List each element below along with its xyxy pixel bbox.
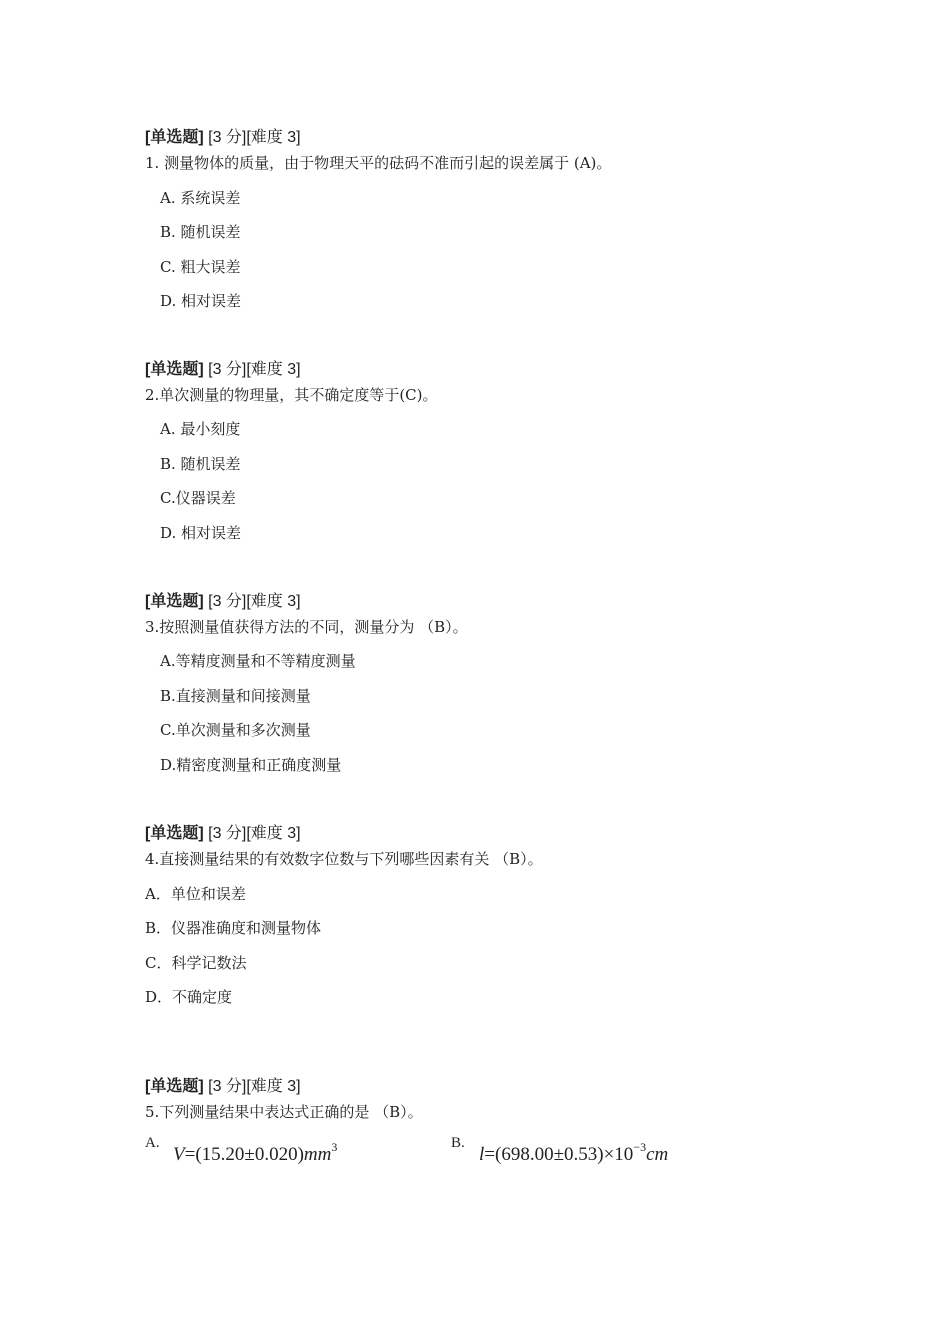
- question-3-stem: 3.按照测量值获得方法的不同，测量分为 （B）。: [145, 618, 468, 636]
- question-2-option-c[interactable]: C.仪器误差: [160, 489, 236, 507]
- question-type-tag: [单选题]: [145, 825, 204, 842]
- question-type-tag: [单选题]: [145, 593, 204, 610]
- question-4-header: [145, 824, 301, 844]
- question-2-option-d[interactable]: D. 相对误差: [160, 524, 242, 542]
- question-3-option-a[interactable]: A.等精度测量和不等精度测量: [160, 652, 356, 670]
- formula-body: =(15.20±0.020): [184, 1144, 304, 1165]
- question-meta: [3 分][难度 3]: [203, 825, 301, 842]
- option-letter: A.: [145, 1135, 160, 1151]
- question-3-option-c[interactable]: C.单次测量和多次测量: [160, 721, 311, 739]
- formula-variable: V: [173, 1144, 185, 1165]
- question-5-header: [145, 1077, 301, 1097]
- question-3-header: [145, 592, 301, 612]
- question-3-option-b[interactable]: B.直接测量和间接测量: [160, 687, 311, 705]
- question-5-stem: 5.下列测量结果中表达式正确的是 （B）。: [145, 1103, 423, 1121]
- question-2-stem: 2.单次测量的物理量，其不确定度等于(C)。: [145, 386, 438, 404]
- question-4-option-d[interactable]: D．不确定度: [145, 988, 233, 1006]
- question-meta: [3 分][难度 3]: [203, 593, 301, 610]
- question-1-header: [145, 128, 301, 148]
- question-type-tag: [单选题]: [145, 1078, 204, 1095]
- question-5-option-a[interactable]: [145, 1134, 425, 1174]
- question-meta: [3 分][难度 3]: [203, 361, 301, 378]
- question-2-option-a[interactable]: A. 最小刻度: [160, 420, 241, 438]
- question-1-stem: 1. 测量物体的质量，由于物理天平的砝码不准而引起的误差属于 (A)。: [145, 154, 612, 172]
- formula-variable: l: [479, 1144, 485, 1165]
- question-4-option-c[interactable]: C．科学记数法: [145, 954, 247, 972]
- question-2-option-b[interactable]: B. 随机误差: [160, 455, 241, 473]
- question-1-option-a[interactable]: A. 系统误差: [160, 189, 241, 207]
- formula-exponent: 3: [331, 1140, 338, 1154]
- question-type-tag: [单选题]: [145, 361, 204, 378]
- formula-b: [479, 1140, 669, 1166]
- formula-exponent: −3: [633, 1140, 647, 1154]
- formula-unit: cm: [646, 1144, 669, 1165]
- formula-unit: mm: [303, 1144, 332, 1165]
- question-1-option-b[interactable]: B. 随机误差: [160, 223, 241, 241]
- question-5-option-b[interactable]: [451, 1134, 751, 1174]
- formula-a: [173, 1140, 338, 1166]
- formula-body: =(698.00±0.53)×10: [484, 1144, 634, 1165]
- question-4-stem: 4.直接测量结果的有效数字位数与下列哪些因素有关 （B）。: [145, 850, 543, 868]
- option-letter: B.: [451, 1135, 465, 1151]
- question-4-option-b[interactable]: B．仪器准确度和测量物体: [145, 919, 322, 937]
- question-1-option-d[interactable]: D. 相对误差: [160, 292, 242, 310]
- question-type-tag: [单选题]: [145, 129, 204, 146]
- question-2-header: [145, 360, 301, 380]
- question-4-option-a[interactable]: A．单位和误差: [145, 885, 246, 903]
- question-meta: [3 分][难度 3]: [203, 1078, 301, 1095]
- question-3-option-d[interactable]: D.精密度测量和正确度测量: [160, 756, 342, 774]
- question-meta: [3 分][难度 3]: [203, 129, 301, 146]
- question-1-option-c[interactable]: C. 粗大误差: [160, 258, 241, 276]
